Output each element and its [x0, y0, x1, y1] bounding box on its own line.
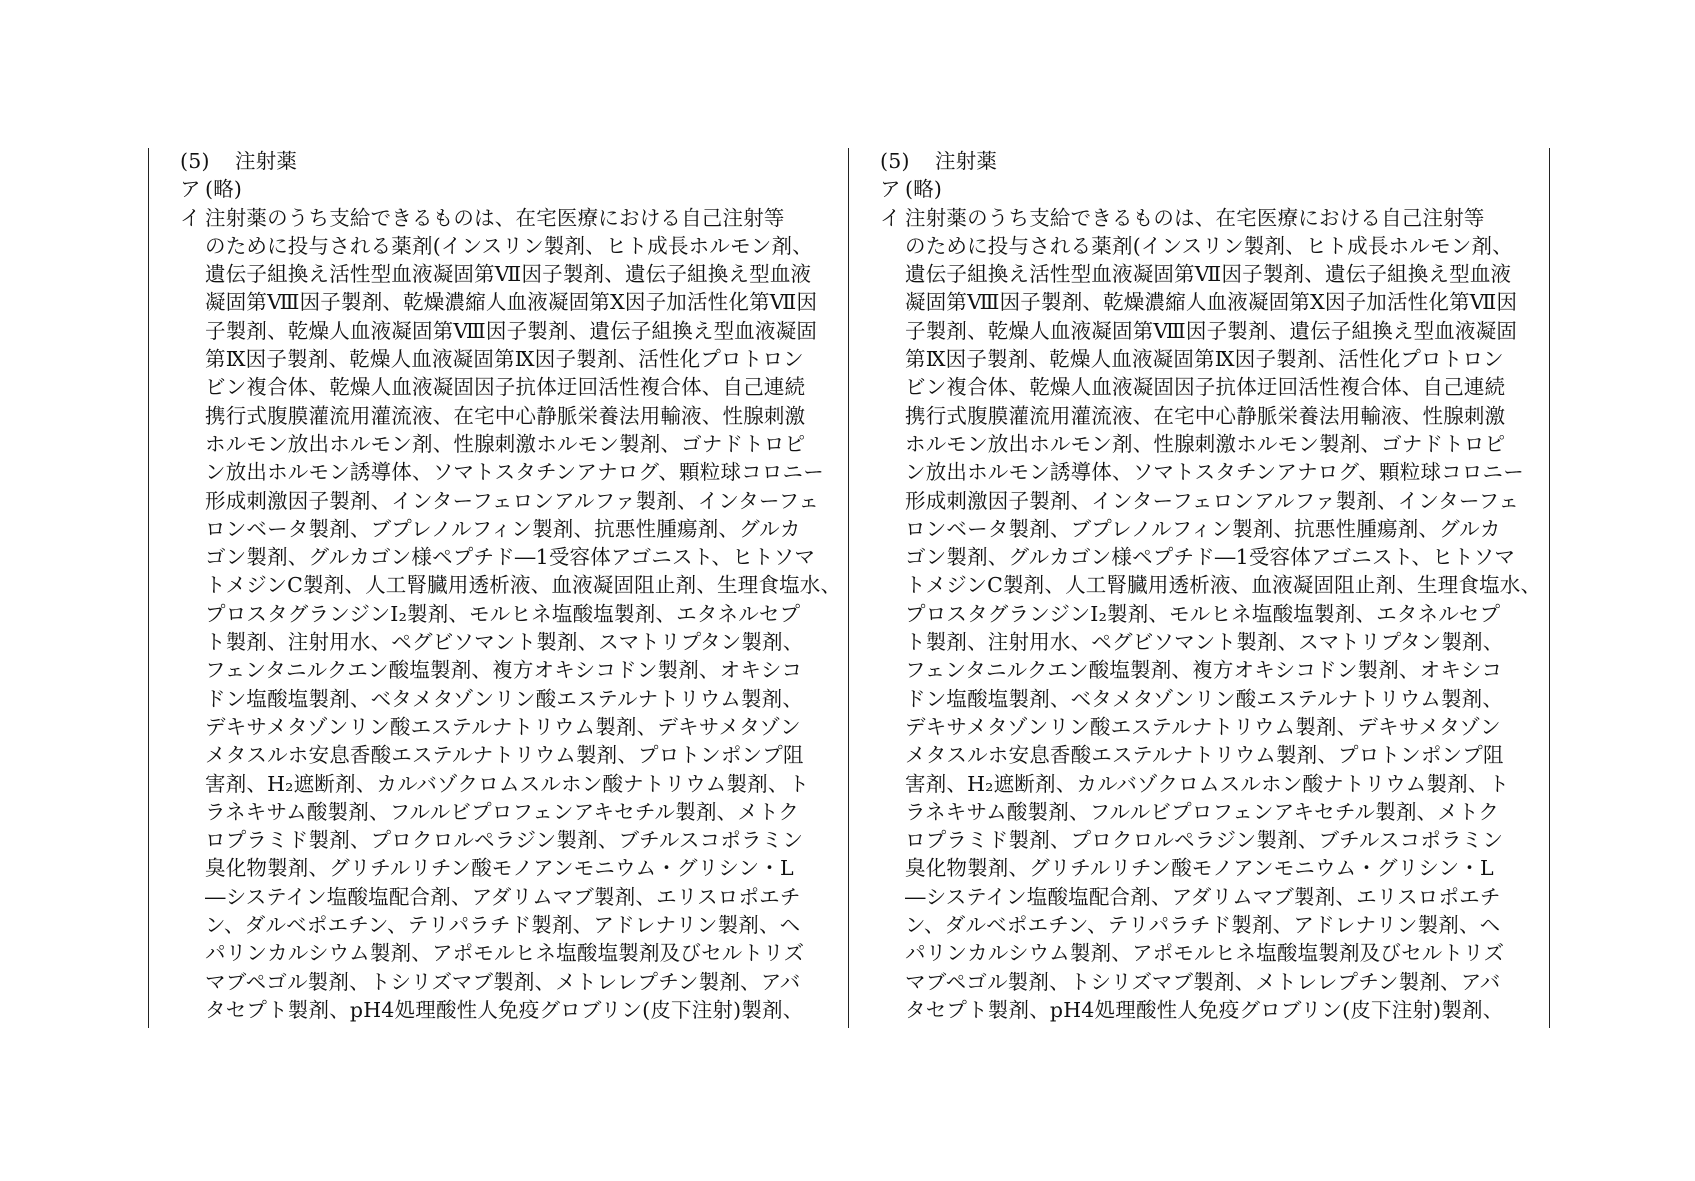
text-line: 臭化物製剤、グリチルリチン酸モノアンモニウム・グリシン・L: [205, 856, 794, 881]
text-line: ロプラミド製剤、プロクロルペラジン製剤、ブチルスコポラミン: [905, 828, 1504, 853]
text-line: 臭化物製剤、グリチルリチン酸モノアンモニウム・グリシン・L: [905, 856, 1494, 881]
text-line: ホルモン放出ホルモン剤、性腺刺激ホルモン製剤、ゴナドトロピ: [205, 431, 806, 456]
item-i-mark: イ: [180, 205, 201, 230]
text-line: マブペゴル製剤、トシリズマブ製剤、メトレレプチン製剤、アバ: [205, 969, 801, 994]
text-line: 携行式腹膜灌流用灌流液、在宅中心静脈栄養法用輸液、性腺刺激: [205, 403, 806, 428]
item-a: [180, 175, 830, 203]
text-line: トメジンC製剤、人工腎臓用透析液、血液凝固阻止剤、生理食塩水、: [205, 573, 842, 598]
text-line: ロンベータ製剤、ブプレノルフィン製剤、抗悪性腫瘍剤、グルカ: [905, 516, 1501, 541]
text-line: 子製剤、乾燥人血液凝固第Ⅷ因子製剤、遺伝子組換え型血液凝固: [205, 318, 818, 343]
item-a: [880, 175, 1530, 203]
text-line: ロプラミド製剤、プロクロルペラジン製剤、ブチルスコポラミン: [205, 828, 804, 853]
text-line: ―システイン塩酸塩配合剤、アダリムマブ製剤、エリスロポエチ: [905, 884, 1501, 909]
text-line: 害剤、H₂遮断剤、カルバゾクロムスルホン酸ナトリウム製剤、ト: [205, 771, 810, 796]
text-line: メタスルホ安息香酸エステルナトリウム製剤、プロトンポンプ阻: [905, 743, 1504, 768]
center-divider-rule: [848, 148, 849, 1028]
item-i-body: [180, 232, 842, 1024]
text-line: ラネキサム酸製剤、フルルビプロフェンアキセチル製剤、メトク: [905, 799, 1500, 824]
text-line: ラネキサム酸製剤、フルルビプロフェンアキセチル製剤、メトク: [205, 799, 800, 824]
text-line: ロンベータ製剤、ブプレノルフィン製剤、抗悪性腫瘍剤、グルカ: [205, 516, 801, 541]
text-line: ビン複合体、乾燥人血液凝固因子抗体迂回活性複合体、自己連続: [905, 375, 1506, 400]
text-line: プロスタグランジンI₂製剤、モルヒネ塩酸塩製剤、エタネルセプ: [205, 601, 801, 626]
item-a-text: (略): [905, 177, 943, 202]
text-line: タセプト製剤、pH4処理酸性人免疫グロブリン(皮下注射)製剤、: [905, 997, 1504, 1022]
text-line: 形成刺激因子製剤、インターフェロンアルファ製剤、インターフェ: [205, 488, 820, 513]
text-line: プロスタグランジンI₂製剤、モルヒネ塩酸塩製剤、エタネルセプ: [905, 601, 1501, 626]
text-line: フェンタニルクエン酸塩製剤、複方オキシコドン製剤、オキシコ: [205, 658, 803, 683]
text-line: 凝固第Ⅷ因子製剤、乾燥濃縮人血液凝固第Ⅹ因子加活性化第Ⅶ因: [205, 290, 818, 315]
text-line: ゴン製剤、グルカゴン様ペプチド―1受容体アゴニスト、ヒトソマ: [905, 545, 1516, 570]
text-line: ゴン製剤、グルカゴン様ペプチド―1受容体アゴニスト、ヒトソマ: [205, 545, 816, 570]
section-heading: [180, 147, 830, 175]
item-a-mark: ア: [180, 177, 201, 202]
item-i-first-line: [180, 204, 830, 232]
text-line: トメジンC製剤、人工腎臓用透析液、血液凝固阻止剤、生理食塩水、: [905, 573, 1542, 598]
text-line: デキサメタゾンリン酸エステルナトリウム製剤、デキサメタゾン: [905, 714, 1501, 739]
text-line: 第Ⅸ因子製剤、乾燥人血液凝固第Ⅸ因子製剤、活性化プロトロン: [205, 347, 804, 372]
text-line: ト製剤、注射用水、ペグビソマント製剤、スマトリプタン製剤、: [205, 630, 804, 655]
item-a-mark: ア: [880, 177, 901, 202]
text-line: フェンタニルクエン酸塩製剤、複方オキシコドン製剤、オキシコ: [905, 658, 1503, 683]
text-line: ン放出ホルモン誘導体、ソマトスタチンアナログ、顆粒球コロニー: [205, 460, 824, 485]
text-line: 子製剤、乾燥人血液凝固第Ⅷ因子製剤、遺伝子組換え型血液凝固: [905, 318, 1518, 343]
text-line: 害剤、H₂遮断剤、カルバゾクロムスルホン酸ナトリウム製剤、ト: [905, 771, 1510, 796]
section-title: 注射薬: [935, 149, 998, 173]
text-line: タセプト製剤、pH4処理酸性人免疫グロブリン(皮下注射)製剤、: [205, 997, 804, 1022]
section-number: (5): [180, 149, 210, 173]
text-line: パリンカルシウム製剤、アポモルヒネ塩酸塩製剤及びセルトリズ: [905, 941, 1505, 966]
text-line: 携行式腹膜灌流用灌流液、在宅中心静脈栄養法用輸液、性腺刺激: [905, 403, 1506, 428]
text-line: 遺伝子組換え活性型血液凝固第Ⅶ因子製剤、遺伝子組換え型血液: [905, 262, 1512, 287]
item-i-first-text: 注射薬のうち支給できるものは、在宅医療における自己注射等: [905, 205, 1485, 230]
text-line: ―システイン塩酸塩配合剤、アダリムマブ製剤、エリスロポエチ: [205, 884, 801, 909]
item-i-body: [880, 232, 1542, 1024]
text-line: ドン塩酸塩製剤、ベタメタゾンリン酸エステルナトリウム製剤、: [905, 686, 1504, 711]
text-line: 第Ⅸ因子製剤、乾燥人血液凝固第Ⅸ因子製剤、活性化プロトロン: [905, 347, 1504, 372]
text-line: 凝固第Ⅷ因子製剤、乾燥濃縮人血液凝固第Ⅹ因子加活性化第Ⅶ因: [905, 290, 1518, 315]
text-line: 形成刺激因子製剤、インターフェロンアルファ製剤、インターフェ: [905, 488, 1520, 513]
text-line: メタスルホ安息香酸エステルナトリウム製剤、プロトンポンプ阻: [205, 743, 804, 768]
text-line: ン、ダルベポエチン、テリパラチド製剤、アドレナリン製剤、ヘ: [205, 913, 801, 938]
original-text-column: [880, 147, 1542, 1024]
text-line: ン、ダルベポエチン、テリパラチド製剤、アドレナリン製剤、ヘ: [905, 913, 1501, 938]
left-border-rule: [148, 148, 149, 1028]
text-line: デキサメタゾンリン酸エステルナトリウム製剤、デキサメタゾン: [205, 714, 801, 739]
text-line: のために投与される薬剤(インスリン製剤、ヒト成長ホルモン剤、: [205, 233, 813, 258]
section-number: (5): [880, 149, 910, 173]
revised-text-column: [180, 147, 842, 1024]
text-line: ン放出ホルモン誘導体、ソマトスタチンアナログ、顆粒球コロニー: [905, 460, 1524, 485]
section-heading: [880, 147, 1530, 175]
text-line: マブペゴル製剤、トシリズマブ製剤、メトレレプチン製剤、アバ: [905, 969, 1501, 994]
text-line: ホルモン放出ホルモン剤、性腺刺激ホルモン製剤、ゴナドトロピ: [905, 431, 1506, 456]
text-line: ドン塩酸塩製剤、ベタメタゾンリン酸エステルナトリウム製剤、: [205, 686, 804, 711]
right-border-rule: [1549, 148, 1550, 1028]
text-line: ビン複合体、乾燥人血液凝固因子抗体迂回活性複合体、自己連続: [205, 375, 806, 400]
section-title: 注射薬: [235, 149, 298, 173]
item-i-first-text: 注射薬のうち支給できるものは、在宅医療における自己注射等: [205, 205, 785, 230]
text-line: パリンカルシウム製剤、アポモルヒネ塩酸塩製剤及びセルトリズ: [205, 941, 805, 966]
item-i-first-line: [880, 204, 1530, 232]
text-line: ト製剤、注射用水、ペグビソマント製剤、スマトリプタン製剤、: [905, 630, 1504, 655]
text-line: のために投与される薬剤(インスリン製剤、ヒト成長ホルモン剤、: [905, 233, 1513, 258]
item-i-mark: イ: [880, 205, 901, 230]
item-a-text: (略): [205, 177, 243, 202]
text-line: 遺伝子組換え活性型血液凝固第Ⅶ因子製剤、遺伝子組換え型血液: [205, 262, 812, 287]
